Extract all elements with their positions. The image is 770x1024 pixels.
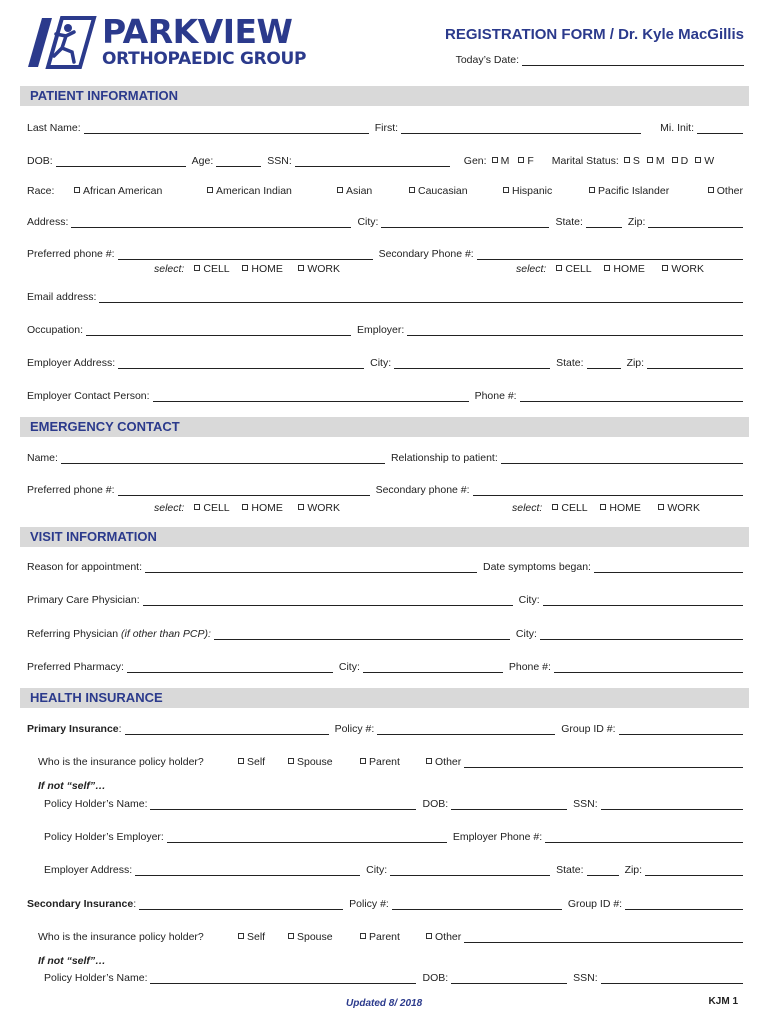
- city-field[interactable]: [543, 594, 743, 606]
- option-label: Hispanic: [512, 185, 553, 197]
- checkbox-icon: [360, 758, 366, 764]
- page-code: KJM 1: [708, 996, 738, 1007]
- policy-label: Policy #:: [334, 723, 375, 735]
- zip-label: Zip:: [627, 216, 646, 228]
- checkbox-icon: [647, 157, 653, 163]
- checkbox-icon: [600, 504, 606, 510]
- race-option-asian[interactable]: [337, 185, 409, 197]
- todays-date-field[interactable]: [522, 54, 744, 66]
- option-label: CELL: [203, 263, 230, 275]
- preferred-phone-field[interactable]: [118, 248, 373, 260]
- preferred-phone-label: Preferred phone #:: [27, 484, 115, 496]
- zip-field[interactable]: [648, 216, 743, 228]
- checkbox-icon: [360, 933, 366, 939]
- address-field[interactable]: [71, 216, 351, 228]
- phone-type-home[interactable]: [242, 263, 298, 275]
- updated-note: Updated 8/ 2018: [346, 998, 423, 1009]
- race-option-hispanic[interactable]: [503, 185, 589, 197]
- option-label: CELL: [203, 502, 230, 514]
- checkbox-icon: [492, 157, 498, 163]
- marital-status-label: Marital Status:: [551, 155, 619, 167]
- ssn-label: SSN:: [267, 155, 292, 167]
- dob-field[interactable]: [451, 798, 567, 810]
- holder-other-option[interactable]: [426, 756, 461, 768]
- runner-logo-icon: [18, 12, 98, 74]
- date-symptoms-label: Date symptoms began:: [483, 561, 591, 573]
- secondary-insurance-label: Secondary Insurance: [27, 898, 134, 910]
- state-field[interactable]: [587, 357, 621, 369]
- option-label: W: [704, 155, 715, 167]
- referring-row: [27, 628, 743, 640]
- city-label: City:: [366, 864, 388, 876]
- group-id-field[interactable]: [619, 723, 743, 735]
- phone-type-cell[interactable]: [552, 502, 600, 514]
- dob-label: DOB:: [422, 798, 449, 810]
- ssn-field[interactable]: [601, 798, 743, 810]
- phone-type-work[interactable]: [298, 263, 340, 275]
- holder-spouse-option[interactable]: [288, 756, 360, 768]
- phone-field[interactable]: [520, 390, 743, 402]
- checkbox-icon: [589, 187, 595, 193]
- holder-employer-label: Policy Holder’s Employer:: [44, 831, 164, 843]
- form-title: REGISTRATION FORM / Dr. Kyle MacGillis: [445, 26, 744, 43]
- policy-label: Policy #:: [349, 898, 389, 910]
- holder-other-field[interactable]: [464, 756, 743, 768]
- address-row: [27, 216, 743, 228]
- checkbox-icon: [207, 187, 213, 193]
- option-label: American Indian: [216, 185, 292, 197]
- middle-initial-label: Mi. Init:: [660, 122, 694, 134]
- patient-secondary-phone-type: [516, 263, 704, 275]
- referring-field[interactable]: [214, 628, 510, 640]
- holder-name-label: Policy Holder’s Name:: [44, 972, 148, 984]
- preferred-phone-field[interactable]: [118, 484, 370, 496]
- option-label: Caucasian: [418, 185, 468, 197]
- holder-self-option[interactable]: [238, 931, 288, 943]
- option-label: Self: [247, 756, 266, 768]
- section-heading: PATIENT INFORMATION: [30, 88, 179, 103]
- holder-question: Who is the insurance policy holder?: [38, 931, 204, 943]
- phone-type-home[interactable]: [604, 263, 662, 275]
- option-label: WORK: [307, 502, 341, 514]
- option-label: CELL: [565, 263, 592, 275]
- primary-insurance-field[interactable]: [125, 723, 329, 735]
- employer-contact-field[interactable]: [153, 390, 469, 402]
- option-label: Self: [247, 931, 266, 943]
- employer-address-label: Employer Address:: [27, 357, 116, 369]
- section-patient-information: [20, 86, 749, 106]
- state-label: State:: [555, 216, 583, 228]
- option-label: Parent: [369, 756, 400, 768]
- city-field[interactable]: [390, 864, 550, 876]
- employer-address-field[interactable]: [118, 357, 364, 369]
- checkbox-icon: [194, 504, 200, 510]
- emergency-secondary-phone-type: [512, 502, 700, 514]
- city-field[interactable]: [394, 357, 550, 369]
- race-label: Race:: [27, 185, 55, 197]
- emergency-phone-row: [27, 484, 743, 496]
- checkbox-icon: [662, 265, 668, 271]
- marital-m-option[interactable]: [647, 155, 665, 167]
- city-label: City:: [515, 628, 537, 640]
- section-visit-information: [20, 527, 749, 547]
- holder-name-label: Policy Holder’s Name:: [44, 798, 148, 810]
- state-label: State:: [556, 357, 584, 369]
- phone-type-cell[interactable]: [194, 263, 242, 275]
- checkbox-icon: [288, 933, 294, 939]
- option-label: F: [527, 155, 534, 167]
- checkbox-icon: [426, 758, 432, 764]
- select-label: select:: [512, 502, 543, 514]
- preferred-phone-label: Preferred phone #:: [27, 248, 115, 260]
- primary-holder-name-row: [44, 798, 743, 810]
- race-option-caucasian[interactable]: [409, 185, 503, 197]
- ssn-label: SSN:: [573, 798, 598, 810]
- employer-field[interactable]: [407, 324, 743, 336]
- state-label: State:: [556, 864, 584, 876]
- phone-type-cell[interactable]: [556, 263, 604, 275]
- last-name-label: Last Name:: [27, 122, 81, 134]
- pharmacy-label: Preferred Pharmacy:: [27, 661, 124, 673]
- occupation-field[interactable]: [86, 324, 351, 336]
- emergency-name-row: [27, 452, 743, 464]
- holder-parent-option[interactable]: [360, 756, 426, 768]
- holder-self-option[interactable]: [238, 756, 288, 768]
- todays-date-label: Today’s Date:: [455, 54, 519, 66]
- checkbox-icon: [242, 265, 248, 271]
- holder-other-field[interactable]: [464, 931, 743, 943]
- patient-preferred-phone-type: [154, 263, 340, 275]
- option-label: D: [680, 155, 689, 167]
- state-field[interactable]: [586, 216, 622, 228]
- race-option-pacific-islander[interactable]: [589, 185, 701, 197]
- employer-label: Employer:: [357, 324, 405, 336]
- option-label: Other: [435, 931, 462, 943]
- primary-insurance-label: Primary Insurance: [27, 723, 119, 735]
- option-label: Spouse: [297, 931, 333, 943]
- city-label: City:: [357, 216, 379, 228]
- option-label: WORK: [307, 263, 341, 275]
- section-emergency-contact: [20, 417, 749, 437]
- policy-field[interactable]: [377, 723, 555, 735]
- address-label: Address:: [27, 216, 69, 228]
- dob-label: DOB:: [422, 972, 449, 984]
- checkbox-icon: [624, 157, 630, 163]
- policy-field[interactable]: [392, 898, 562, 910]
- section-health-insurance: [20, 688, 749, 708]
- checkbox-icon: [288, 758, 294, 764]
- select-label: select:: [516, 263, 547, 275]
- state-field[interactable]: [587, 864, 619, 876]
- race-option-other[interactable]: [708, 185, 743, 197]
- emergency-name-label: Name:: [27, 452, 58, 464]
- checkbox-icon: [552, 504, 558, 510]
- employer-contact-label: Employer Contact Person:: [27, 390, 150, 402]
- option-label: HOME: [613, 263, 645, 275]
- relationship-label: Relationship to patient:: [390, 452, 498, 464]
- employer-phone-label: Employer Phone #:: [452, 831, 543, 843]
- employer-address-row: [27, 357, 743, 369]
- option-label: Other: [716, 185, 743, 197]
- group-id-field[interactable]: [625, 898, 743, 910]
- option-label: African American: [83, 185, 163, 197]
- option-label: S: [632, 155, 640, 167]
- race-option-african-american[interactable]: [74, 185, 207, 197]
- secondary-phone-label: Secondary phone #:: [375, 484, 470, 496]
- colon: :: [133, 898, 137, 910]
- pharmacy-row: [27, 661, 743, 673]
- phone-label: Phone #:: [474, 390, 517, 402]
- primary-holder-row: [38, 756, 743, 768]
- marital-s-option[interactable]: [624, 155, 640, 167]
- brand-subtitle: ORTHOPAEDIC GROUP: [102, 49, 307, 69]
- phone-type-cell[interactable]: [194, 502, 242, 514]
- zip-field[interactable]: [645, 864, 743, 876]
- primary-holder-employer-row: [44, 831, 743, 843]
- secondary-insurance-field[interactable]: [139, 898, 343, 910]
- checkbox-icon: [695, 157, 701, 163]
- pcp-row: [27, 594, 743, 606]
- name-row: [27, 122, 743, 134]
- if-not-self-label: If not “self”…: [38, 955, 106, 967]
- dob-row: [27, 155, 743, 167]
- occupation-label: Occupation:: [27, 324, 84, 336]
- option-label: M: [655, 155, 665, 167]
- checkbox-icon: [426, 933, 432, 939]
- middle-initial-field[interactable]: [697, 122, 743, 134]
- group-id-label: Group ID #:: [567, 898, 623, 910]
- emergency-name-field[interactable]: [61, 452, 385, 464]
- checkbox-icon: [298, 265, 304, 271]
- checkbox-icon: [337, 187, 343, 193]
- checkbox-icon: [658, 504, 664, 510]
- holder-employer-field[interactable]: [167, 831, 447, 843]
- parkview-logo: [18, 12, 318, 74]
- employer-phone-field[interactable]: [545, 831, 743, 843]
- city-label: City:: [518, 594, 540, 606]
- phone-type-home[interactable]: [242, 502, 298, 514]
- group-id-label: Group ID #:: [561, 723, 616, 735]
- zip-label: Zip:: [626, 357, 645, 369]
- ssn-field[interactable]: [295, 155, 450, 167]
- option-label: M: [500, 155, 510, 167]
- gender-f-option[interactable]: [518, 155, 533, 167]
- option-label: HOME: [251, 263, 283, 275]
- pcp-field[interactable]: [143, 594, 513, 606]
- checkbox-icon: [194, 265, 200, 271]
- employer-address-field[interactable]: [135, 864, 360, 876]
- emergency-preferred-phone-type: [154, 502, 340, 514]
- phone-field[interactable]: [554, 661, 743, 673]
- checkbox-icon: [503, 187, 509, 193]
- race-option-american-indian[interactable]: [207, 185, 337, 197]
- reason-field[interactable]: [145, 561, 477, 573]
- ssn-field[interactable]: [601, 972, 743, 984]
- marital-w-option[interactable]: [695, 155, 714, 167]
- section-heading: HEALTH INSURANCE: [30, 690, 163, 705]
- dob-field[interactable]: [56, 155, 186, 167]
- option-label: Pacific Islander: [598, 185, 670, 197]
- holder-question: Who is the insurance policy holder?: [38, 756, 204, 768]
- checkbox-icon: [74, 187, 80, 193]
- secondary-holder-name-row: [44, 972, 743, 984]
- option-label: WORK: [671, 263, 705, 275]
- date-symptoms-field[interactable]: [594, 561, 743, 573]
- dob-field[interactable]: [451, 972, 567, 984]
- secondary-phone-field[interactable]: [473, 484, 743, 496]
- employer-address-label: Employer Address:: [44, 864, 133, 876]
- secondary-holder-row: [38, 931, 743, 943]
- relationship-field[interactable]: [501, 452, 743, 464]
- pharmacy-field[interactable]: [127, 661, 333, 673]
- city-label: City:: [338, 661, 360, 673]
- checkbox-icon: [672, 157, 678, 163]
- holder-name-field[interactable]: [150, 798, 416, 810]
- city-label: City:: [370, 357, 392, 369]
- reason-label: Reason for appointment:: [27, 561, 142, 573]
- primary-insurance-row: [27, 723, 743, 735]
- if-not-self-note: [38, 780, 754, 792]
- email-row: [27, 291, 743, 303]
- phone-type-work[interactable]: [658, 502, 700, 514]
- option-label: Spouse: [297, 756, 333, 768]
- holder-spouse-option[interactable]: [288, 931, 360, 943]
- email-label: Email address:: [27, 291, 97, 303]
- phone-type-work[interactable]: [662, 263, 704, 275]
- secondary-phone-label: Secondary Phone #:: [378, 248, 474, 260]
- holder-parent-option[interactable]: [360, 931, 426, 943]
- referring-note: (if other than PCP):: [121, 628, 211, 640]
- gender-label: Gen:: [463, 155, 487, 167]
- gender-m-option[interactable]: [492, 155, 510, 167]
- first-name-field[interactable]: [401, 122, 641, 134]
- select-label: select:: [154, 502, 185, 514]
- checkbox-icon: [518, 157, 524, 163]
- checkbox-icon: [242, 504, 248, 510]
- if-not-self-label: If not “self”…: [38, 780, 106, 792]
- city-field[interactable]: [381, 216, 549, 228]
- todays-date-row: [456, 54, 744, 66]
- colon: :: [118, 723, 122, 735]
- section-heading: VISIT INFORMATION: [30, 529, 157, 544]
- option-label: CELL: [561, 502, 588, 514]
- dob-label: DOB:: [27, 155, 53, 167]
- patient-phone-row: [27, 248, 743, 260]
- zip-field[interactable]: [647, 357, 743, 369]
- option-label: Asian: [346, 185, 373, 197]
- option-label: Other: [435, 756, 462, 768]
- brand-name: PARKVIEW: [102, 12, 293, 51]
- city-field[interactable]: [363, 661, 503, 673]
- secondary-phone-field[interactable]: [477, 248, 743, 260]
- last-name-field[interactable]: [84, 122, 369, 134]
- occupation-row: [27, 324, 743, 336]
- race-row: [27, 185, 743, 197]
- phone-label: Phone #:: [508, 661, 551, 673]
- age-field[interactable]: [216, 155, 261, 167]
- checkbox-icon: [238, 933, 244, 939]
- checkbox-icon: [604, 265, 610, 271]
- phone-type-work[interactable]: [298, 502, 340, 514]
- holder-name-field[interactable]: [150, 972, 416, 984]
- email-field[interactable]: [99, 291, 743, 303]
- checkbox-icon: [708, 187, 714, 193]
- phone-type-home[interactable]: [600, 502, 658, 514]
- select-label: select:: [154, 263, 185, 275]
- zip-label: Zip:: [624, 864, 643, 876]
- secondary-insurance-row: [27, 898, 743, 910]
- checkbox-icon: [409, 187, 415, 193]
- if-not-self-note: [38, 955, 754, 967]
- pcp-label: Primary Care Physician:: [27, 594, 140, 606]
- employer-contact-row: [27, 390, 743, 402]
- primary-employer-address-row: [44, 864, 743, 876]
- option-label: WORK: [667, 502, 701, 514]
- referring-label: Referring Physician: [27, 628, 119, 640]
- holder-other-option[interactable]: [426, 931, 461, 943]
- age-label: Age:: [191, 155, 214, 167]
- option-label: HOME: [609, 502, 641, 514]
- reason-row: [27, 561, 743, 573]
- checkbox-icon: [556, 265, 562, 271]
- option-label: Parent: [369, 931, 400, 943]
- checkbox-icon: [298, 504, 304, 510]
- marital-d-option[interactable]: [672, 155, 689, 167]
- checkbox-icon: [238, 758, 244, 764]
- section-heading: EMERGENCY CONTACT: [30, 419, 180, 434]
- ssn-label: SSN:: [573, 972, 598, 984]
- option-label: HOME: [251, 502, 283, 514]
- first-name-label: First:: [374, 122, 399, 134]
- city-field[interactable]: [540, 628, 743, 640]
